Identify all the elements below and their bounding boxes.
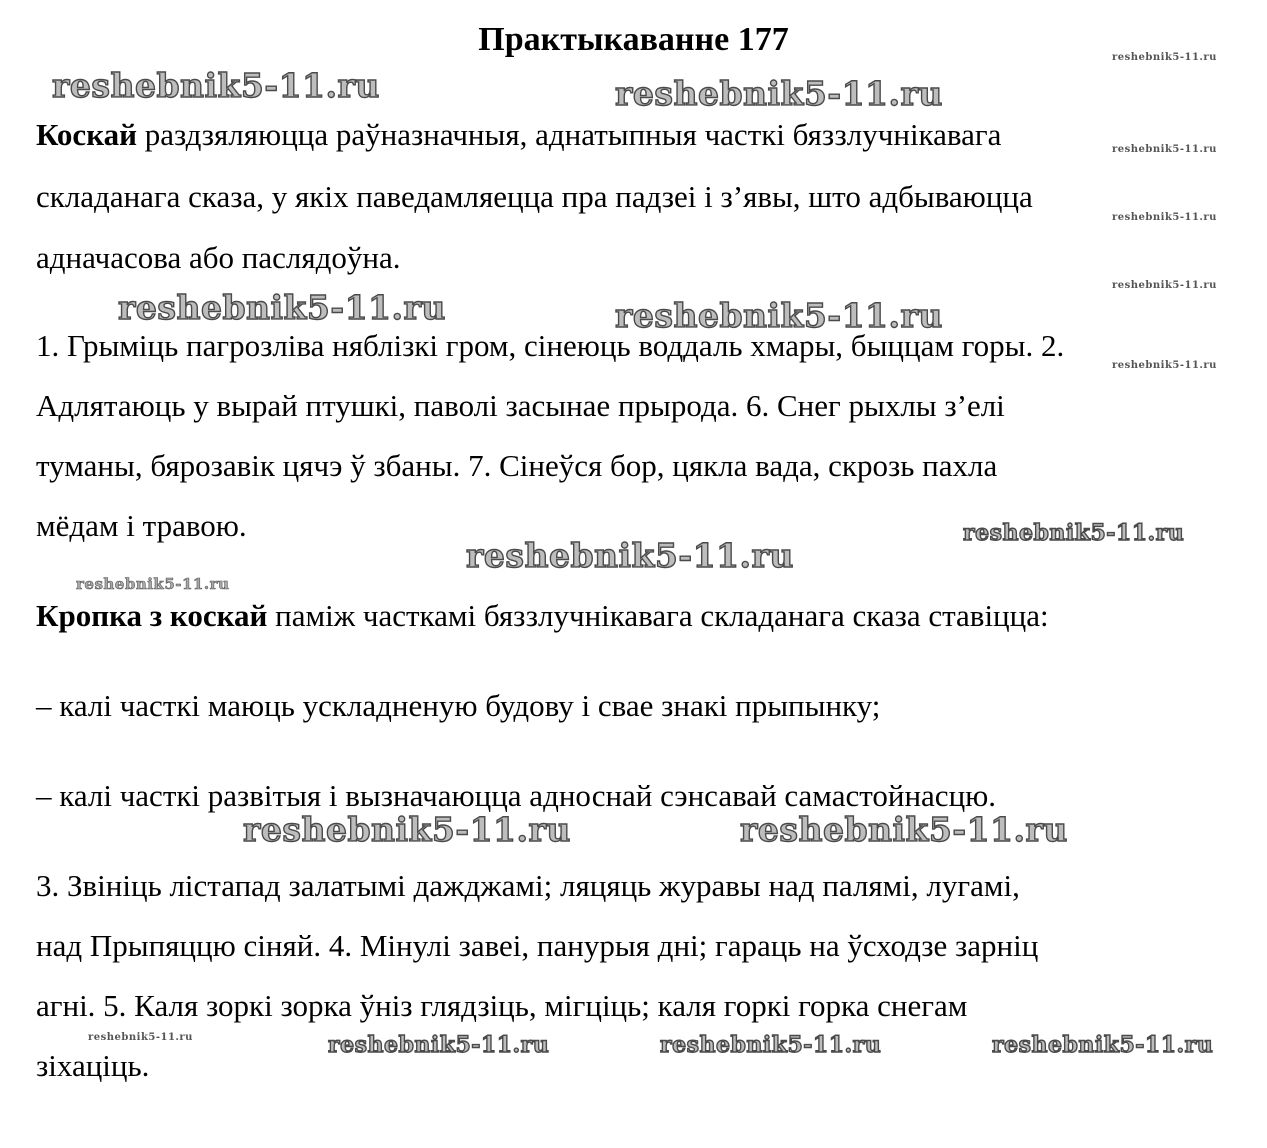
watermark: reshebnik5-11.ru [88,1032,193,1043]
term-koskai: Коскай [36,117,137,152]
watermark: reshebnik5-11.ru [466,536,794,575]
watermark: reshebnik5-11.ru [118,288,446,327]
watermark: reshebnik5-11.ru [52,66,380,105]
watermark: reshebnik5-11.ru [76,575,230,593]
example2-line-4: зіхаціць. [36,1048,150,1083]
watermark: reshebnik5-11.ru [660,1032,882,1058]
rule-line-2: – калі часткі развітыя і вызначаюцца адноснай сэнсавай самастойнасцю. [36,778,997,813]
watermark: reshebnik5-11.ru [615,296,943,335]
example2-line-3: агні. 5. Каля зоркі зорка ўніз глядзіць, мігціць; каля горкі горка снегам [36,988,968,1023]
rule-line-1: – калі часткі маюць ускладненую будову і свае знакі прыпынку; [36,688,881,723]
watermark: reshebnik5-11.ru [1112,52,1217,63]
example-line-2: Адлятаюць у вырай птушкі, паволі засынае прырода. 6. Снег рыхлы з’елі [36,388,1005,423]
example-line-3: туманы, бярозавік цячэ ў збаны. 7. Сінеўся бор, цякла вада, скрозь пахла [36,448,998,483]
example2-line-2: над Прыпяццю сіняй. 4. Мінулі завеі, панурыя дні; гараць на ўсходзе зарніц [36,928,1039,963]
definition-line-3: адначасова або паслядоўна. [36,240,401,275]
watermark: reshebnik5-11.ru [243,810,571,849]
watermark: reshebnik5-11.ru [615,74,943,113]
example-line-1: 1. Грыміць пагрозліва няблізкі гром, сінеюць воддаль хмары, быццам горы. 2. [36,328,1065,363]
definition-line-2: складанага сказа, у якіх паведамляецца пра падзеі і з’явы, што адбываюцца [36,179,1033,214]
watermark: reshebnik5-11.ru [740,810,1068,849]
watermark: reshebnik5-11.ru [1112,212,1217,223]
watermark: reshebnik5-11.ru [992,1032,1214,1058]
definition-line-1: Коскай раздзяляюцца раўназначныя, аднатыпныя часткі бяззлучнікавага [36,117,1002,152]
page-title: Практыкаванне 177 [478,21,789,58]
term-kropka-z-koskai: Кропка з коскай [36,598,268,633]
watermark: reshebnik5-11.ru [963,520,1185,546]
watermark: reshebnik5-11.ru [1112,360,1217,371]
rule-intro-line: Кропка з коскай паміж часткамі бяззлучнікавага складанага сказа ставіцца: [36,598,1049,633]
example-line-4: мёдам і травою. [36,508,247,543]
watermark: reshebnik5-11.ru [1112,280,1217,291]
watermark: reshebnik5-11.ru [1112,144,1217,155]
example2-line-1: 3. Звініць лістапад залатымі дажджамі; ляцяць журавы над палямі, лугамі, [36,868,1020,903]
watermark: reshebnik5-11.ru [328,1032,550,1058]
